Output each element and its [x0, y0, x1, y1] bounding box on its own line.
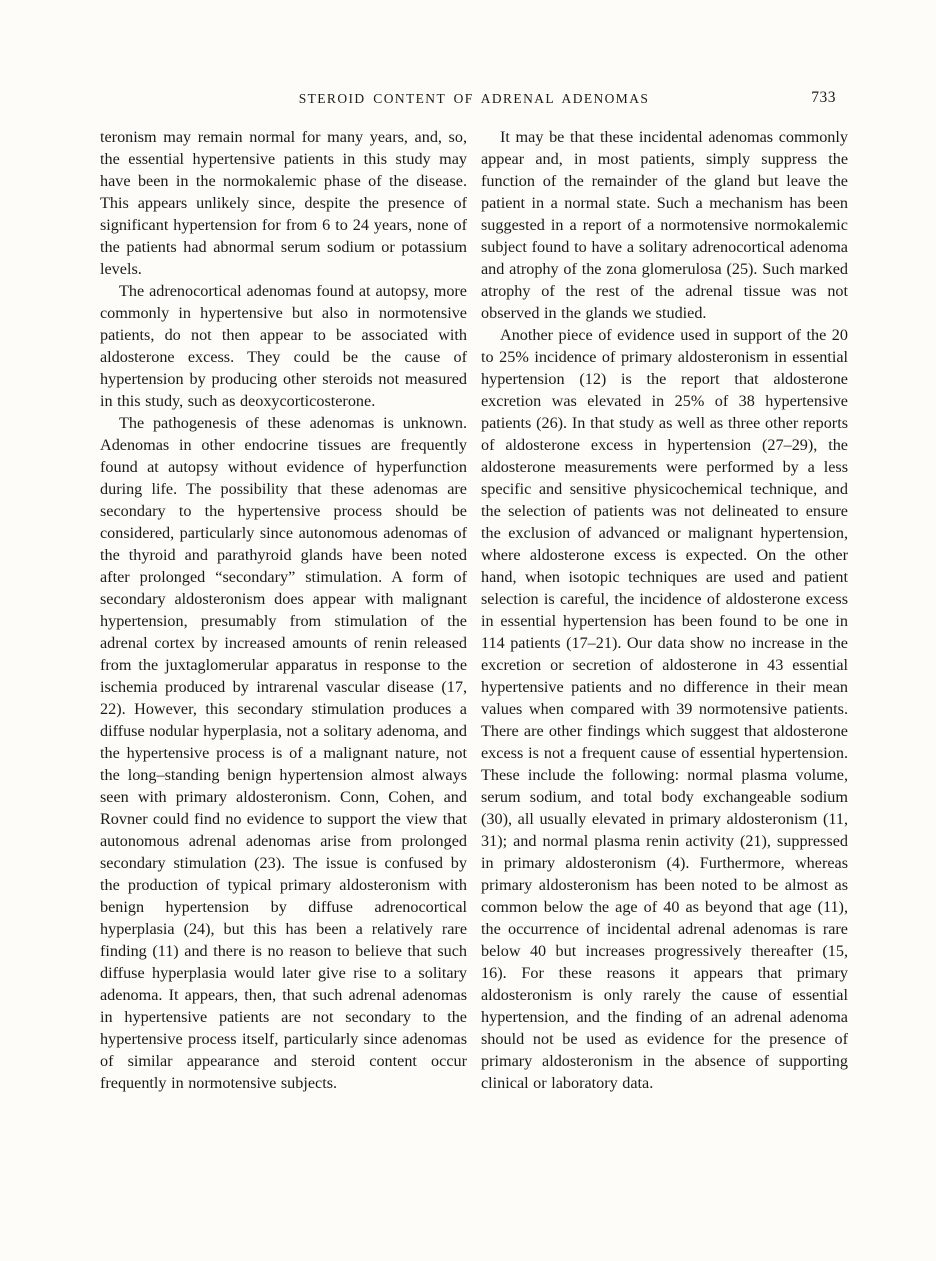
running-head: STEROID CONTENT OF ADRENAL ADENOMAS — [298, 91, 650, 106]
left-column — [100, 126, 467, 1094]
paragraph: It may be that these incidental adenomas commonly appear and, in most patients, simply suppress the function of the remainder of the gland but leave the patient in a normal state. Such a mechanism has been suggested in a report of a normotensive normokalemic subject found to have a solitary adrenocortical adenoma and atrophy of the zona glomerulosa (25). Such marked atrophy of the rest of the adrenal tissue was not observed in the glands we studied. — [481, 128, 848, 322]
paragraph: Another piece of evidence used in support of the 20 to 25% incidence of primary aldosteronism in essential hypertension (12) is the report that aldosterone excretion was elevated in 25% of 38 hypertensive patients (26). In that study as well as three other reports of aldosterone excess in hypertension (27–29), the aldosterone measurements were performed by a less specific and sensitive physicochemical technique, and the selection of patients was not delineated to ensure the exclusion of advanced or malignant hypertension, where aldosterone excess is expected. On the other hand, when isotopic techniques are used and patient selection is careful, the incidence of aldosterone excess in essential hypertension has been found to be one in 114 patients (17–21). Our data show no increase in the excretion or secretion of aldosterone in 43 essential hypertensive patients and no difference in their mean values when compared with 39 normotensive patients. There are other findings which suggest that aldosterone excess is not a frequent cause of essential hypertension. These include the following: normal plasma volume, serum sodium, and total body exchangeable sodium (30), all usually elevated in primary aldosteronism (11, 31); and normal plasma renin activity (21), suppressed in primary aldosteronism (4). Furthermore, whereas primary aldosteronism has been noted to be almost as common below the age of 40 as beyond that age (11), the occurrence of incidental adrenal adenomas is rare below 40 but increases progressively thereafter (15, 16). For these reasons it appears that primary aldosteronism is only rarely the cause of essential hypertension, and the finding of an adrenal adenoma should not be used as evidence for the presence of primary aldosteronism in the absence of supporting clinical or laboratory data. — [481, 326, 848, 1092]
paragraph: The adrenocortical adenomas found at autopsy, more commonly in hypertensive but also in normotensive patients, do not then appear to be associated with aldosterone excess. They could be the cause of hypertension by producing other steroids not measured in this study, such as deoxycorticosterone. — [100, 282, 467, 410]
right-column — [481, 126, 848, 1094]
text-body — [100, 126, 848, 1094]
paragraph: The pathogenesis of these adenomas is unknown. Adenomas in other endocrine tissues are frequently found at autopsy without evidence of hyperfunction during life. The possibility that these adenomas are secondary to the hypertensive process should be considered, particularly since autonomous adenomas of the thyroid and parathyroid glands have been noted after prolonged “secondary” stimulation. A form of secondary aldosteronism does appear with malignant hypertension, presumably from stimulation of the adrenal cortex by increased amounts of renin released from the juxtaglomerular apparatus in response to the ischemia produced by intrarenal vascular disease (17, 22). However, this secondary stimulation produces a diffuse nodular hyperplasia, not a solitary adenoma, and the hypertensive process is of a malignant nature, not the long–standing benign hypertension almost always seen with primary aldosteronism. Conn, Cohen, and Rovner could find no evidence to support the view that autonomous adrenal adenomas arise from prolonged secondary stimulation (23). The issue is confused by the production of typical primary aldosteronism with benign hypertension by diffuse adrenocortical hyperplasia (24), but this has been a relatively rare finding (11) and there is no reason to believe that such diffuse hyperplasia would later give rise to a solitary adenoma. It appears, then, that such adrenal adenomas in hypertensive patients are not secondary to the hypertensive process itself, particularly since adenomas of similar appearance and steroid content occur frequently in normotensive subjects. — [100, 414, 467, 1092]
page-number: 733 — [811, 89, 836, 106]
paragraph: teronism may remain normal for many years, and, so, the essential hypertensive patients in this study may have been in the normokalemic phase of the disease. This appears unlikely since, despite the presence of significant hypertension for from 6 to 24 years, none of the patients had abnormal serum sodium or potassium levels. — [100, 128, 467, 278]
page-header — [100, 91, 848, 113]
